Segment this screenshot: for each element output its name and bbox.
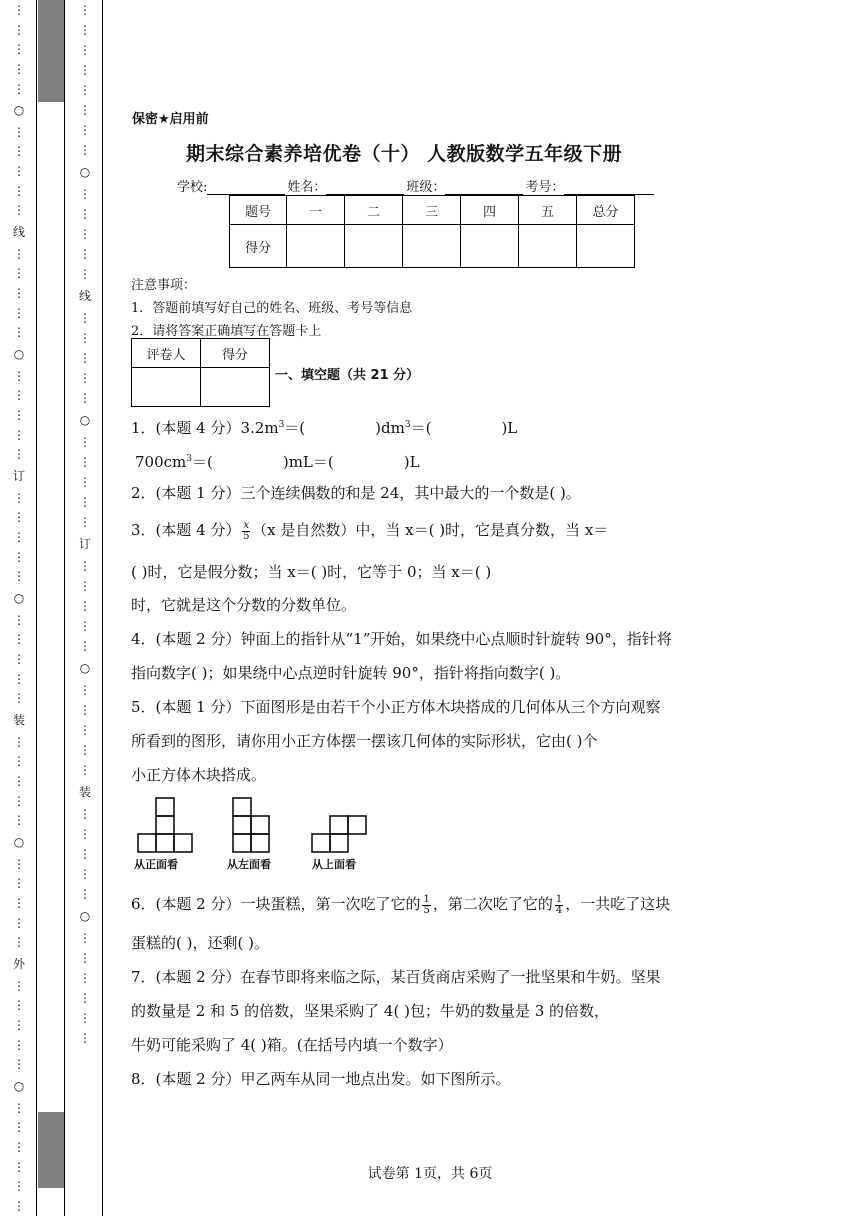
margin-dots: ⋮ bbox=[13, 1179, 25, 1194]
margin-dots: ⋮ bbox=[79, 951, 91, 965]
margin-circle: ○ bbox=[13, 834, 25, 849]
score-cell[interactable] bbox=[403, 225, 461, 268]
q1-text: 700cm bbox=[135, 453, 187, 471]
margin-dots: ⋮ bbox=[79, 1031, 91, 1045]
score-col-5: 五 bbox=[519, 196, 577, 225]
margin-dots: ⋮ bbox=[13, 935, 25, 950]
margin-dots: ⋮ bbox=[79, 619, 91, 633]
margin-dots: ⋮ bbox=[79, 391, 91, 405]
margin-dots: ⋮ bbox=[13, 1057, 25, 1072]
margin-label: 线 bbox=[78, 289, 91, 303]
fraction-one-fifth bbox=[422, 895, 430, 916]
name-label: 姓名： bbox=[287, 180, 327, 195]
margin-dots: ⋮ bbox=[13, 978, 25, 993]
exam-number-blank[interactable] bbox=[564, 180, 654, 195]
score-cell[interactable] bbox=[345, 225, 403, 268]
margin-dots: ⋮ bbox=[13, 1198, 25, 1213]
margin-label: 线 bbox=[12, 225, 25, 240]
margin-dots: ⋮ bbox=[13, 754, 25, 769]
margin-dots: ⋮ bbox=[13, 81, 25, 96]
page-footer: 试卷第 1页，共 6页 bbox=[367, 1166, 493, 1182]
margin-dots: ⋮ bbox=[13, 773, 25, 788]
confidential-label: 保密★启用前 bbox=[132, 112, 209, 127]
margin-dots: ⋮ bbox=[13, 1139, 25, 1154]
margin-circle: ○ bbox=[13, 103, 25, 118]
margin-dots: ⋮ bbox=[13, 447, 25, 462]
question-5-line-2: 所看到的图形，请你用小正方体摆一摆该几何体的实际形状，它由( )个 bbox=[131, 732, 598, 750]
margin-dots: ⋮ bbox=[13, 368, 25, 383]
three-view-drawing bbox=[134, 796, 374, 856]
margin-circle: ○ bbox=[13, 347, 25, 362]
margin-dots: ⋮ bbox=[13, 325, 25, 340]
grader-table bbox=[131, 338, 270, 407]
margin-dots: ⋮ bbox=[79, 971, 91, 985]
margin-dots: ⋮ bbox=[13, 164, 25, 179]
grader-score-cell[interactable] bbox=[201, 368, 270, 407]
margin-dots: ⋮ bbox=[13, 549, 25, 564]
margin-dots: ⋮ bbox=[13, 530, 25, 545]
margin-dots: ⋮ bbox=[79, 515, 91, 529]
margin-dots: ⋮ bbox=[13, 124, 25, 139]
margin-circle: ○ bbox=[79, 909, 91, 923]
outer-binding-strip bbox=[11, 0, 27, 1216]
question-7-line-1: 7．(本题 2 分）在春节即将来临之际，某百货商店采购了一批坚果和牛奶。坚果 bbox=[131, 968, 661, 986]
q1-text: )dm bbox=[375, 419, 405, 437]
margin-dots: ⋮ bbox=[13, 427, 25, 442]
margin-dots: ⋮ bbox=[79, 207, 91, 221]
question-1-line-1 bbox=[131, 408, 735, 445]
front-view-label: 从正面看 bbox=[134, 858, 178, 871]
school-blank[interactable] bbox=[207, 180, 285, 195]
q1-text: 1．(本题 4 分）3.2m bbox=[131, 419, 279, 437]
q1-sup: 3 bbox=[278, 420, 285, 430]
margin-circle: ○ bbox=[79, 661, 91, 675]
question-1-line-2 bbox=[135, 442, 739, 479]
margin-dots: ⋮ bbox=[13, 490, 25, 505]
top-view bbox=[312, 816, 366, 852]
margin-dots: ⋮ bbox=[79, 83, 91, 97]
q3-text: 3．(本题 4 分） bbox=[131, 521, 241, 539]
q1-text: )L bbox=[403, 453, 420, 471]
top-view-label: 从上面看 bbox=[312, 858, 356, 871]
score-col-4: 四 bbox=[461, 196, 519, 225]
question-6-line-1 bbox=[131, 887, 735, 921]
fraction-denominator: 5 bbox=[243, 530, 250, 542]
margin-label: 订 bbox=[78, 537, 91, 551]
margin-dots: ⋮ bbox=[79, 887, 91, 901]
margin-dots: ⋮ bbox=[79, 143, 91, 157]
margin-dots: ⋮ bbox=[79, 723, 91, 737]
q6-text: ，第二次吃了它的 bbox=[432, 895, 553, 913]
margin-dots: ⋮ bbox=[79, 475, 91, 489]
section-title: 一、填空题（共 21 分） bbox=[275, 368, 420, 383]
margin-dots: ⋮ bbox=[79, 639, 91, 653]
binding-rule-3 bbox=[102, 0, 103, 1216]
margin-dots: ⋮ bbox=[13, 1017, 25, 1032]
margin-dots: ⋮ bbox=[13, 895, 25, 910]
margin-dots: ⋮ bbox=[13, 286, 25, 301]
margin-dots: ⋮ bbox=[13, 1037, 25, 1052]
margin-dots: ⋮ bbox=[79, 743, 91, 757]
margin-circle: ○ bbox=[13, 591, 25, 606]
margin-dots: ⋮ bbox=[79, 599, 91, 613]
q1-text: ＝( bbox=[192, 453, 213, 471]
q1-sup: 3 bbox=[186, 454, 192, 464]
margin-dots: ⋮ bbox=[79, 579, 91, 593]
exam-number-label: 考号： bbox=[525, 180, 565, 195]
q3-text: （x 是自然数）中，当 x＝( )时，它是真分数，当 x＝ bbox=[252, 521, 609, 539]
question-4-line-2: 指向数字( )；如果绕中心点逆时针旋转 90°，指针将指向数字( )。 bbox=[131, 664, 571, 682]
front-view bbox=[138, 798, 192, 852]
margin-dots: ⋮ bbox=[79, 123, 91, 137]
margin-dots: ⋮ bbox=[13, 569, 25, 584]
score-row-label: 得分 bbox=[230, 225, 287, 268]
grader-cell[interactable] bbox=[132, 368, 201, 407]
question-3-line-2: ( )时，它是假分数；当 x＝( )时，它等于 0；当 x＝( ) bbox=[131, 563, 492, 581]
score-cell[interactable] bbox=[519, 225, 577, 268]
fraction-denominator: 4 bbox=[555, 904, 563, 916]
margin-dots: ⋮ bbox=[79, 63, 91, 77]
margin-dots: ⋮ bbox=[79, 371, 91, 385]
margin-dots: ⋮ bbox=[13, 876, 25, 891]
question-2: 2．(本题 1 分）三个连续偶数的和是 24，其中最大的一个数是( )。 bbox=[131, 484, 581, 502]
binding-rule-2 bbox=[64, 0, 65, 1216]
margin-dots: ⋮ bbox=[13, 632, 25, 647]
margin-dots: ⋮ bbox=[13, 408, 25, 423]
margin-dots: ⋮ bbox=[13, 856, 25, 871]
margin-dots: ⋮ bbox=[79, 247, 91, 261]
notes-heading: 注意事项： bbox=[131, 278, 197, 293]
question-6-line-2: 蛋糕的( )，还剩( )。 bbox=[131, 934, 269, 952]
margin-circle: ○ bbox=[79, 413, 91, 427]
score-col-1: 一 bbox=[287, 196, 345, 225]
class-blank[interactable] bbox=[445, 180, 523, 195]
q1-text: )L bbox=[501, 419, 518, 437]
fraction-denominator: 5 bbox=[423, 904, 430, 916]
fraction-numerator: x bbox=[243, 519, 250, 531]
margin-label: 装 bbox=[78, 785, 91, 799]
school-label: 学校: bbox=[177, 180, 208, 195]
exam-title: 期末综合素养培优卷（十） 人教版数学五年级下册 bbox=[186, 143, 623, 165]
margin-dots: ⋮ bbox=[79, 43, 91, 57]
question-3-line-3: 时，它就是这个分数的分数单位。 bbox=[131, 596, 357, 614]
margin-dots: ⋮ bbox=[79, 867, 91, 881]
fraction-numerator: 1 bbox=[555, 893, 563, 905]
margin-dots: ⋮ bbox=[79, 495, 91, 509]
question-4-line-1: 4．(本题 2 分）钟面上的指针从“1”开始，如果绕中心点顺时针旋转 90°，指针将 bbox=[131, 630, 672, 648]
left-view bbox=[233, 798, 269, 852]
margin-dots: ⋮ bbox=[79, 827, 91, 841]
question-8: 8．(本题 2 分）甲乙两车从同一地点出发。如下图所示。 bbox=[131, 1070, 511, 1088]
margin-dots: ⋮ bbox=[13, 266, 25, 281]
margin-dots: ⋮ bbox=[13, 61, 25, 76]
score-cell[interactable] bbox=[577, 225, 635, 268]
margin-dots: ⋮ bbox=[79, 991, 91, 1005]
margin-dots: ⋮ bbox=[13, 2, 25, 17]
left-view-label: 从左面看 bbox=[227, 858, 271, 871]
score-col-2: 二 bbox=[345, 196, 403, 225]
margin-dots: ⋮ bbox=[79, 1011, 91, 1025]
q6-text: ，一共吃了这块 bbox=[565, 895, 671, 913]
notes-block bbox=[131, 274, 412, 343]
score-cell[interactable] bbox=[287, 225, 345, 268]
q1-sup: 3 bbox=[404, 420, 411, 430]
margin-dots: ⋮ bbox=[79, 763, 91, 777]
margin-dots: ⋮ bbox=[13, 22, 25, 37]
question-7-line-3: 牛奶可能采购了 4( )箱。(在括号内填一个数字） bbox=[131, 1036, 453, 1054]
margin-dots: ⋮ bbox=[13, 691, 25, 706]
margin-dots: ⋮ bbox=[79, 331, 91, 345]
margin-circle: ○ bbox=[13, 1078, 25, 1093]
margin-dots: ⋮ bbox=[13, 813, 25, 828]
margin-dots: ⋮ bbox=[79, 103, 91, 117]
margin-dots: ⋮ bbox=[79, 559, 91, 573]
margin-dots: ⋮ bbox=[79, 683, 91, 697]
note-item: 1．答题前填写好自己的姓名、班级、考号等信息 bbox=[131, 301, 413, 316]
fraction-numerator: 1 bbox=[423, 893, 430, 905]
fraction-one-quarter bbox=[555, 895, 563, 916]
margin-dots: ⋮ bbox=[13, 915, 25, 930]
fraction-x-over-5 bbox=[242, 521, 250, 542]
margin-dots: ⋮ bbox=[13, 246, 25, 261]
binding-gray-top bbox=[38, 0, 64, 102]
margin-dots: ⋮ bbox=[79, 187, 91, 201]
margin-dots: ⋮ bbox=[13, 305, 25, 320]
margin-dots: ⋮ bbox=[79, 455, 91, 469]
margin-label: 装 bbox=[12, 713, 25, 727]
margin-dots: ⋮ bbox=[13, 612, 25, 627]
margin-dots: ⋮ bbox=[79, 847, 91, 861]
score-header-label: 题号 bbox=[230, 196, 287, 225]
margin-dots: ⋮ bbox=[13, 671, 25, 686]
margin-dots: ⋮ bbox=[79, 227, 91, 241]
margin-dots: ⋮ bbox=[79, 435, 91, 449]
margin-dots: ⋮ bbox=[79, 351, 91, 365]
margin-dots: ⋮ bbox=[79, 23, 91, 37]
margin-dots: ⋮ bbox=[13, 652, 25, 667]
margin-dots: ⋮ bbox=[13, 388, 25, 403]
margin-dots: ⋮ bbox=[13, 1159, 25, 1174]
student-info-line bbox=[177, 176, 656, 195]
question-3-line-1 bbox=[131, 513, 735, 547]
question-5-line-3: 小正方体木块搭成。 bbox=[131, 766, 267, 784]
margin-dots: ⋮ bbox=[13, 1100, 25, 1115]
q1-text: )mL＝( bbox=[282, 453, 334, 471]
margin-label: 订 bbox=[12, 469, 25, 484]
question-5-line-1: 5．(本题 1 分）下面图形是由若干个小正方体木块搭成的几何体从三个方向观察 bbox=[131, 698, 661, 716]
score-table bbox=[229, 195, 635, 268]
grader-score-label: 得分 bbox=[201, 339, 270, 368]
score-col-3: 三 bbox=[403, 196, 461, 225]
binding-rule-1 bbox=[36, 0, 37, 1216]
inner-binding-strip bbox=[77, 0, 93, 1216]
three-view-figures bbox=[134, 796, 374, 876]
score-col-total: 总分 bbox=[577, 196, 635, 225]
question-7-line-2: 的数量是 2 和 5 的倍数，坚果采购了 4( )包；牛奶的数量是 3 的倍数， bbox=[131, 1002, 610, 1020]
margin-dots: ⋮ bbox=[79, 311, 91, 325]
margin-dots: ⋮ bbox=[13, 510, 25, 525]
margin-dots: ⋮ bbox=[13, 183, 25, 198]
margin-dots: ⋮ bbox=[79, 807, 91, 821]
q1-text: ＝( bbox=[284, 419, 306, 437]
margin-circle: ○ bbox=[79, 165, 91, 179]
q1-text: ＝( bbox=[410, 419, 432, 437]
class-label: 班级： bbox=[406, 180, 446, 195]
margin-dots: ⋮ bbox=[13, 998, 25, 1013]
margin-dots: ⋮ bbox=[79, 3, 91, 17]
grader-col-label: 评卷人 bbox=[132, 339, 201, 368]
margin-dots: ⋮ bbox=[13, 42, 25, 57]
margin-dots: ⋮ bbox=[13, 144, 25, 159]
margin-dots: ⋮ bbox=[79, 267, 91, 281]
margin-dots: ⋮ bbox=[13, 793, 25, 808]
margin-dots: ⋮ bbox=[13, 203, 25, 218]
name-blank[interactable] bbox=[326, 180, 404, 195]
margin-label: 外 bbox=[12, 956, 25, 971]
margin-dots: ⋮ bbox=[79, 703, 91, 717]
margin-dots: ⋮ bbox=[13, 734, 25, 749]
note-item: 2．请将答案正确填写在答题卡上 bbox=[131, 324, 322, 339]
margin-dots: ⋮ bbox=[13, 1120, 25, 1135]
margin-dots: ⋮ bbox=[79, 931, 91, 945]
q6-text: 6．(本题 2 分）一块蛋糕，第一次吃了它的 bbox=[131, 895, 421, 913]
score-cell[interactable] bbox=[461, 225, 519, 268]
